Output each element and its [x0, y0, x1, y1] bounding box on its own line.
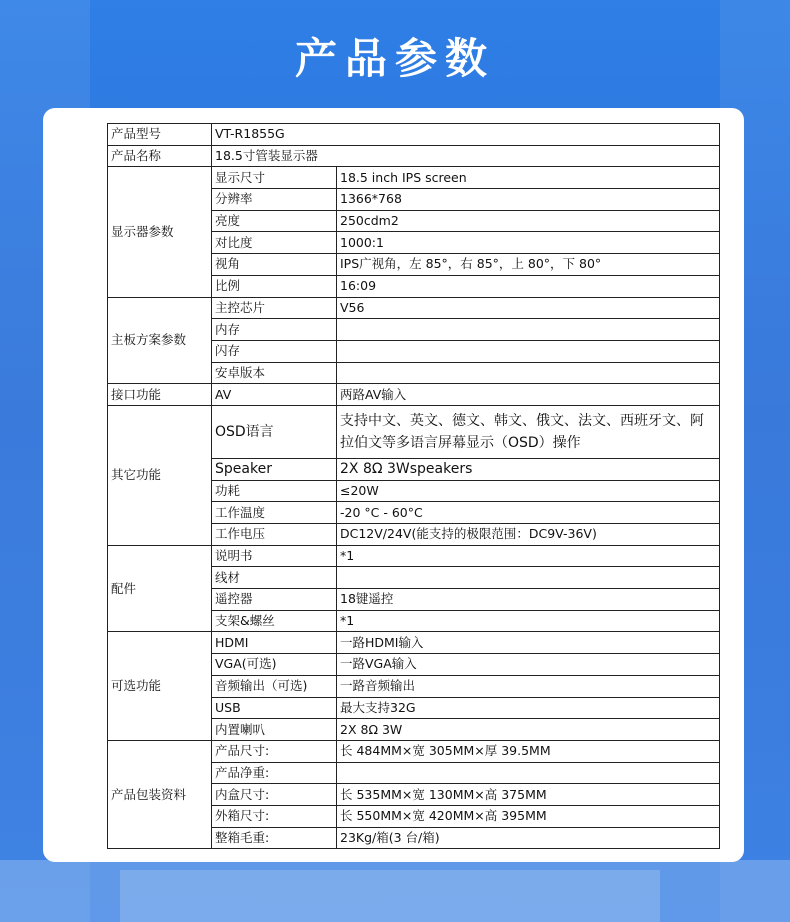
- item-name: 比例: [212, 275, 337, 297]
- item-value: IPS广视角，左 85°，右 85°，上 80°，下 80°: [337, 254, 720, 276]
- item-name: 安卓版本: [212, 362, 337, 384]
- item-name: 内盒尺寸:: [212, 784, 337, 806]
- item-value: 1000:1: [337, 232, 720, 254]
- item-name: USB: [212, 697, 337, 719]
- item-name: 产品尺寸:: [212, 740, 337, 762]
- table-row: [108, 297, 720, 319]
- item-value: [337, 762, 720, 784]
- item-value: 250cdm2: [337, 210, 720, 232]
- item-name: AV: [212, 384, 337, 406]
- item-value: 支持中文、英文、德文、韩文、俄文、法文、西班牙文、阿拉伯文等多语言屏幕显示（OSD）操作: [337, 405, 720, 458]
- item-name: 闪存: [212, 340, 337, 362]
- category-cell: 配件: [108, 545, 212, 632]
- item-name: VGA(可选): [212, 654, 337, 676]
- item-name: 整箱毛重:: [212, 827, 337, 849]
- item-name: 功耗: [212, 480, 337, 502]
- table-row: [108, 145, 720, 167]
- item-name: 说明书: [212, 545, 337, 567]
- category-cell: 主板方案参数: [108, 297, 212, 384]
- item-value: 2X 8Ω 3W: [337, 719, 720, 741]
- item-value: [337, 567, 720, 589]
- item-name: HDMI: [212, 632, 337, 654]
- table-row: [108, 405, 720, 458]
- table-row: [108, 167, 720, 189]
- item-name: 内置喇叭: [212, 719, 337, 741]
- item-name: 内存: [212, 319, 337, 341]
- item-name: 工作温度: [212, 502, 337, 524]
- item-value: 16:09: [337, 275, 720, 297]
- item-name: 支架&螺丝: [212, 610, 337, 632]
- item-value: ≤20W: [337, 480, 720, 502]
- item-name: 外箱尺寸:: [212, 805, 337, 827]
- item-name: 对比度: [212, 232, 337, 254]
- category-cell: 产品包装资料: [108, 740, 212, 848]
- item-value: 23Kg/箱(3 台/箱): [337, 827, 720, 849]
- item-value: 1366*768: [337, 189, 720, 211]
- row-value: 18.5寸管装显示器: [212, 145, 720, 167]
- item-name: 工作电压: [212, 524, 337, 546]
- item-value: 一路HDMI输入: [337, 632, 720, 654]
- item-value: [337, 340, 720, 362]
- table-row: [108, 384, 720, 406]
- item-value: 一路音频输出: [337, 675, 720, 697]
- item-value: -20 °C - 60°C: [337, 502, 720, 524]
- item-name: 遥控器: [212, 589, 337, 611]
- item-name: 视角: [212, 254, 337, 276]
- row-label: 产品名称: [108, 145, 212, 167]
- table-row: [108, 545, 720, 567]
- item-name: 音频输出（可选): [212, 675, 337, 697]
- item-value: 长 550MM×宽 420MM×高 395MM: [337, 805, 720, 827]
- item-value: [337, 319, 720, 341]
- item-value: DC12V/24V(能支持的极限范围：DC9V-36V): [337, 524, 720, 546]
- item-name: Speaker: [212, 458, 337, 480]
- row-label: 产品型号: [108, 124, 212, 146]
- item-value: 18.5 inch IPS screen: [337, 167, 720, 189]
- table-row: [108, 124, 720, 146]
- item-name: 主控芯片: [212, 297, 337, 319]
- category-cell: 其它功能: [108, 405, 212, 545]
- item-name: OSD语言: [212, 405, 337, 458]
- page-title: 产品参数: [294, 34, 495, 83]
- item-name: 线材: [212, 567, 337, 589]
- category-cell: 可选功能: [108, 632, 212, 740]
- item-value: 最大支持32G: [337, 697, 720, 719]
- row-value: VT-R1855G: [212, 124, 720, 146]
- table-row: [108, 740, 720, 762]
- item-value: 两路AV输入: [337, 384, 720, 406]
- item-value: V56: [337, 297, 720, 319]
- table-row: [108, 632, 720, 654]
- item-value: *1: [337, 545, 720, 567]
- item-value: [337, 362, 720, 384]
- item-name: 显示尺寸: [212, 167, 337, 189]
- item-value: 长 484MM×宽 305MM×厚 39.5MM: [337, 740, 720, 762]
- category-cell: 接口功能: [108, 384, 212, 406]
- spec-table: [107, 123, 720, 849]
- item-value: 一路VGA输入: [337, 654, 720, 676]
- item-name: 亮度: [212, 210, 337, 232]
- item-value: 18键遥控: [337, 589, 720, 611]
- item-value: *1: [337, 610, 720, 632]
- item-value: 长 535MM×宽 130MM×高 375MM: [337, 784, 720, 806]
- item-value: 2X 8Ω 3Wspeakers: [337, 458, 720, 480]
- category-cell: 显示器参数: [108, 167, 212, 297]
- item-name: 产品净重:: [212, 762, 337, 784]
- item-name: 分辨率: [212, 189, 337, 211]
